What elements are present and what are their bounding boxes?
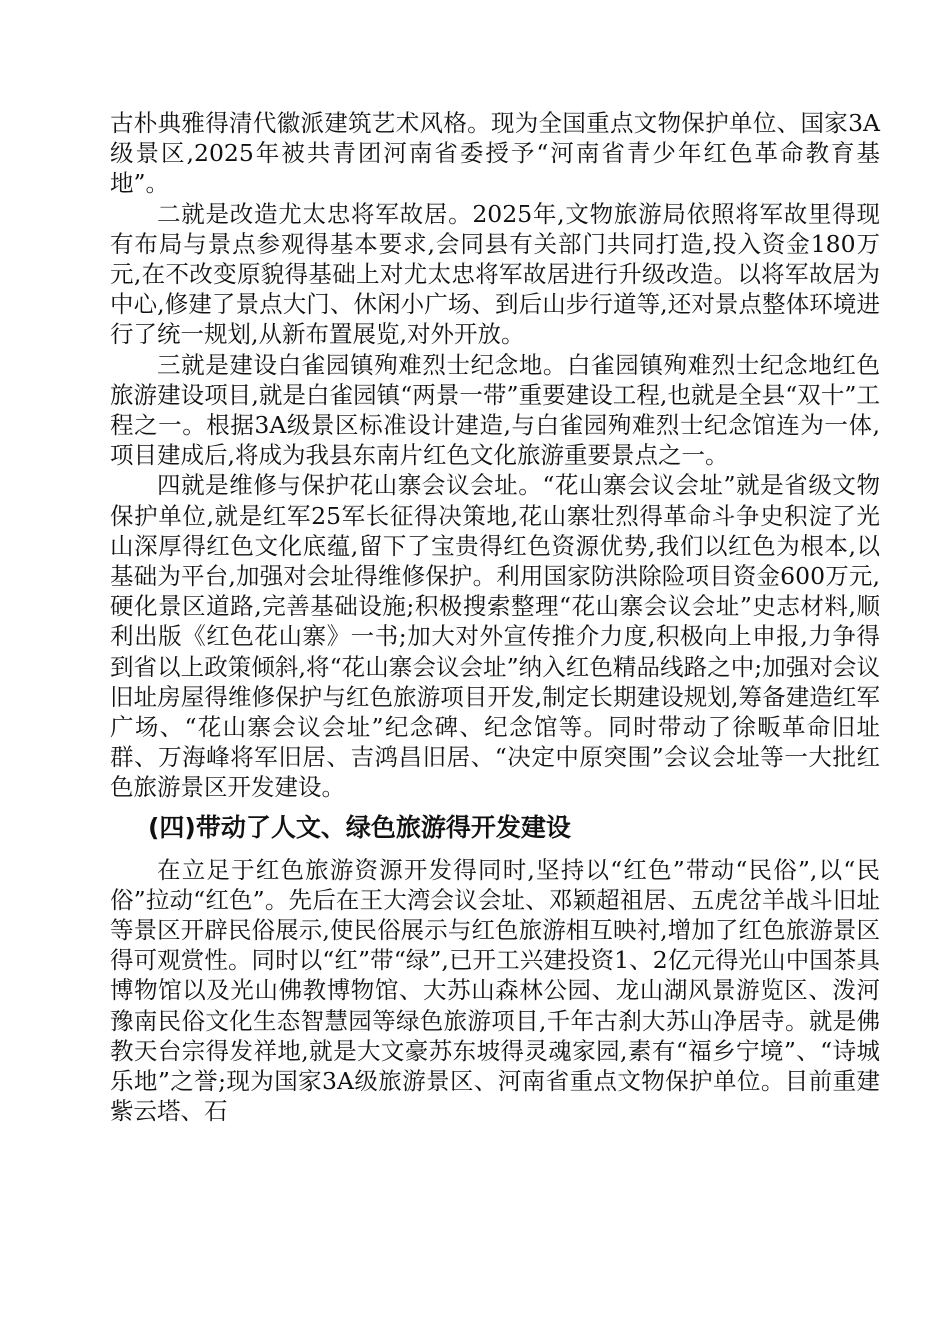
paragraph-continuation: 古朴典雅得清代徽派建筑艺术风格。现为全国重点文物保护单位、国家3A级景区,2025年被共青团河南省委授予“河南省青少年红色革命教育基地”。 xyxy=(110,109,880,198)
paragraph-green-tourism: 在立足于红色旅游资源开发得同时,坚持以“红色”带动“民俗”,以“民俗”拉动“红色”。先后在王大湾会议会址、邓颖超祖居、五虎岔羊战斗旧址等景区开辟民俗展示,使民俗展示与红色旅游相互映衬,增加了红色旅游景区得可观赏性。同时以“红”带“绿”,已开工兴建投资1、2亿元得光山中国茶具博物馆以及光山佛教博物馆、大苏山森林公园、龙山湖风景游览区、泼河豫南民俗文化生态智慧园等绿色旅游项目,千年古刹大苏山净居寺。就是佛教天台宗得发祥地,就是大文豪苏东坡得灵魂家园,素有“福乡宁境”、“诗城乐地”之誉;现为国家3A级旅游景区、河南省重点文物保护单位。目前重建紫云塔、石 xyxy=(110,855,880,1126)
paragraph-martyrs-memorial: 三就是建设白雀园镇殉难烈士纪念地。白雀园镇殉难烈士纪念地红色旅游建设项目,就是白雀园镇“两景一带”重要建设工程,也就是全县“双十”工程之一。根据3A级景区标准设计建造,与白雀园殉难烈士纪念馆连为一体,项目建成后,将成为我县东南片红色文化旅游重要景点之一。 xyxy=(110,350,880,470)
document-page xyxy=(110,108,880,1127)
section-heading: (四)带动了人文、绿色旅游得开发建设 xyxy=(148,812,571,842)
paragraph-huashanzhai-site: 四就是维修与保护花山寨会议会址。“花山寨会议会址”就是省级文物保护单位,就是红军25军长征得决策地,花山寨壮烈得革命斗争史积淀了光山深厚得红色文化底蕴,留下了宝贵得红色资源优势,我们以红色为根本,以基础为平台,加强对会址得维修保护。利用国家防洪除险项目资金600万元,硬化景区道路,完善基础设施;积极搜索整理“花山寨会议会址”史志材料,顺利出版《红色花山寨》一书;加大对外宣传推介力度,积极向上申报,力争得到省以上政策倾斜,将“花山寨会议会址”纳入红色精品线路之中;加强对会议旧址房屋得维修保护与红色旅游项目开发,制定长期建设规划,筹备建造红军广场、“花山寨会议会址”纪念碑、纪念馆等。同时带动了徐畈革命旧址群、万海峰将军旧居、吉鸿昌旧居、“决定中原突围”会议会址等一大批红色旅游景区开发建设。 xyxy=(110,471,880,802)
paragraph-general-residence: 二就是改造尤太忠将军故居。2025年,文物旅游局依照将军故里得现有布局与景点参观得基本要求,会同县有关部门共同打造,投入资金180万元,在不改变原貌得基础上对尤太忠将军故居进行升级改造。以将军故居为中心,修建了景点大门、休闲小广场、到后山步行道等,还对景点整体环境进行了统一规划,从新布置展览,对外开放。 xyxy=(110,199,880,349)
